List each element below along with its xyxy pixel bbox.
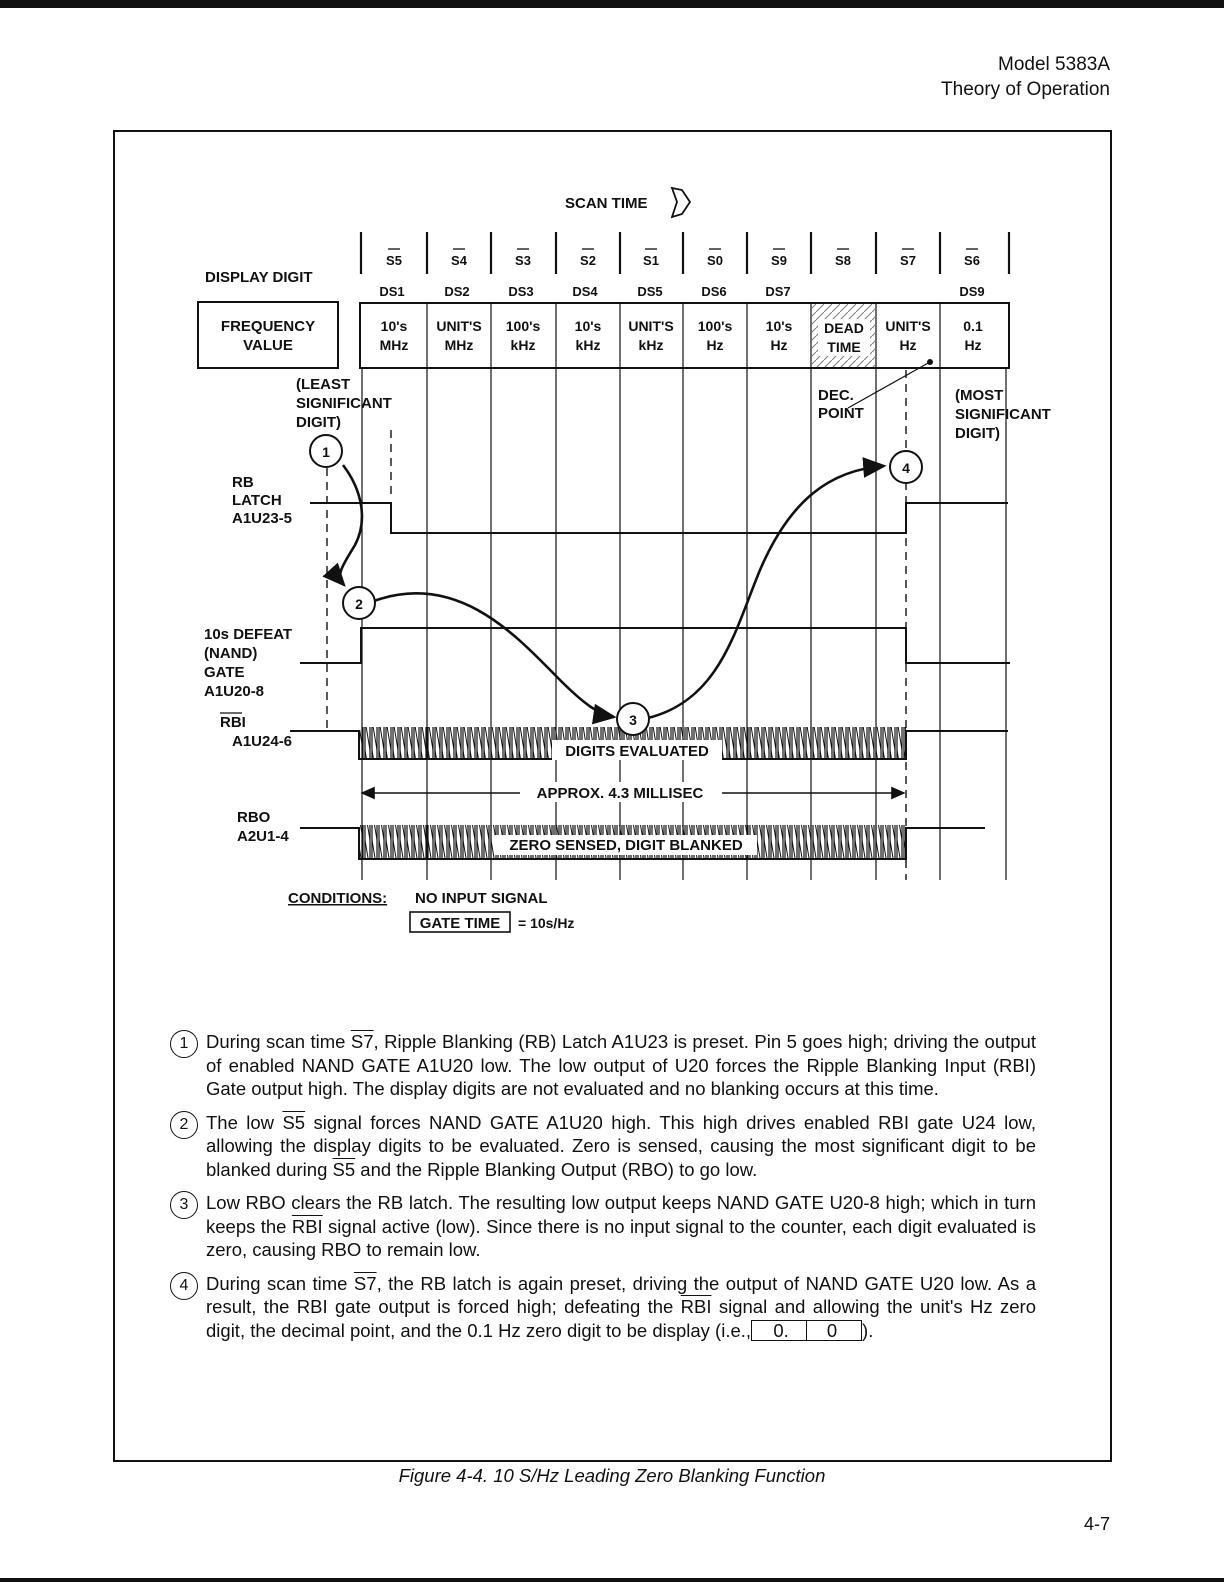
gate-time-label: GATE TIME bbox=[419, 915, 501, 932]
bottom-rule bbox=[0, 1578, 1224, 1582]
val-10s-mhz: 10's bbox=[380, 318, 408, 334]
display-example-unit: 0. bbox=[773, 1319, 789, 1341]
val-100s-khz-unit: kHz bbox=[510, 337, 536, 353]
note-2-part-b: signal forces NAND GATE A1U20 high. This high drives enabled RBI gate U24 low, allowing the display digits to be evaluated. Zero is sensed, causing the most significant digit to be blanked during bbox=[206, 1111, 1036, 1180]
strobe-s1: S1 bbox=[643, 253, 659, 268]
frequency-value-box bbox=[198, 302, 338, 368]
ds2: DS2 bbox=[444, 284, 470, 299]
note-3-signal: $\overline{RBI}$ bbox=[291, 1215, 323, 1237]
defeat-label: 10s DEFEAT bbox=[204, 626, 293, 643]
note-4-signal-2: $\overline{RBI}$ bbox=[680, 1296, 712, 1317]
gate-time-value: = 10s/Hz bbox=[518, 915, 575, 931]
a1u23-label: A1U23-5 bbox=[232, 510, 293, 527]
ds9: DS9 bbox=[959, 284, 985, 299]
a1u20-label: A1U20-8 bbox=[204, 683, 265, 700]
rb-label: RB bbox=[232, 474, 254, 491]
note-2 bbox=[170, 1111, 1036, 1182]
rb-latch-waveform bbox=[310, 503, 1008, 533]
ds5: DS5 bbox=[637, 284, 663, 299]
note-4-part-a: During scan time bbox=[206, 1272, 354, 1294]
note-3-text bbox=[206, 1191, 1036, 1262]
marker-3-label: 3 bbox=[629, 712, 637, 728]
least-line1: (LEAST bbox=[296, 376, 351, 393]
note-2-text bbox=[206, 1111, 1036, 1182]
least-line2: SIGNIFICANT bbox=[296, 395, 392, 412]
val-units-khz: UNIT'S bbox=[628, 318, 674, 334]
marker-1-label: 1 bbox=[322, 444, 330, 460]
defeat-waveform bbox=[300, 628, 1010, 663]
figure-caption: Figure 4-4. 10 S/Hz Leading Zero Blanking Function bbox=[398, 1465, 826, 1486]
note-4-part-b: , the RB latch is again preset, driving the output of NAND GATE U20 low. As a result, the RBI gate output is forced high; defeating the bbox=[206, 1272, 1036, 1317]
strobe-s6: S6 bbox=[964, 253, 980, 268]
strobe-s2: S2 bbox=[580, 253, 596, 268]
note-4-text bbox=[206, 1272, 1036, 1343]
note-3 bbox=[170, 1191, 1036, 1262]
val-units-mhz-unit: MHz bbox=[444, 337, 474, 353]
most-line2: SIGNIFICANT bbox=[955, 406, 1051, 423]
display-example-tenth: 0 bbox=[806, 1321, 857, 1340]
step-markers bbox=[310, 435, 922, 735]
dec-line2: POINT bbox=[818, 405, 864, 422]
note-2-signal: S5 bbox=[282, 1111, 306, 1133]
path-1-to-2 bbox=[340, 465, 362, 585]
waveforms bbox=[290, 503, 1010, 859]
val-10s-hz: 10's bbox=[765, 318, 793, 334]
ds6: DS6 bbox=[701, 284, 727, 299]
note-4-part-c: signal and allowing the unit's Hz zero digit, the decimal point, and the 0.1 Hz zero digit to be display (i.e., bbox=[206, 1296, 1036, 1341]
value-label: VALUE bbox=[243, 337, 293, 354]
val-units-hz: UNIT'S bbox=[885, 318, 931, 334]
path-2-to-3 bbox=[374, 593, 614, 717]
val-units-mhz: UNIT'S bbox=[436, 318, 482, 334]
marker-4-label: 4 bbox=[902, 460, 910, 476]
nand-label: (NAND) bbox=[204, 645, 258, 662]
note-2-part-a: The low bbox=[206, 1111, 283, 1133]
ds-labels bbox=[379, 284, 984, 299]
frequency-label: FREQUENCY bbox=[220, 318, 316, 335]
val-units-khz-unit: kHz bbox=[638, 337, 664, 353]
note-2-part-c: and the Ripple Blanking Output (RBO) to go low. bbox=[355, 1158, 758, 1180]
scan-time-label: SCAN TIME bbox=[565, 195, 648, 212]
dec-line1: DEC. bbox=[818, 387, 854, 404]
dashed-guides bbox=[327, 370, 906, 880]
val-tenth-hz-unit: Hz bbox=[964, 337, 982, 353]
approx-label: APPROX. 4.3 MILLISEC bbox=[536, 785, 704, 802]
section-label: Theory of Operation bbox=[941, 79, 1110, 100]
frequency-values bbox=[380, 318, 983, 355]
strobe-s8: S8 bbox=[835, 253, 851, 268]
ds4: DS4 bbox=[572, 284, 598, 299]
val-tenth-hz: 0.1 bbox=[963, 318, 983, 334]
val-units-hz-unit: Hz bbox=[899, 337, 917, 353]
model-label: Model 5383A bbox=[998, 54, 1110, 75]
display-example bbox=[751, 1320, 862, 1341]
note-4-signal: S7 bbox=[353, 1272, 377, 1294]
rbi-label: RBI bbox=[220, 714, 246, 731]
note-1 bbox=[170, 1030, 1036, 1101]
val-100s-hz-unit: Hz bbox=[706, 337, 724, 353]
note-1-text bbox=[206, 1030, 1036, 1101]
ds1: DS1 bbox=[379, 284, 405, 299]
marker-2-label: 2 bbox=[355, 596, 363, 612]
note-2-signal-2: S5 bbox=[332, 1158, 356, 1180]
strobe-s3: S3 bbox=[515, 253, 531, 268]
signal-labels bbox=[204, 474, 292, 845]
note-1-signal: S7 bbox=[350, 1031, 374, 1052]
conditions-label: CONDITIONS: bbox=[288, 890, 388, 907]
val-dead: DEAD bbox=[824, 320, 864, 336]
least-line3: DIGIT) bbox=[296, 414, 341, 431]
note-3-part-a: Low RBO clears the RB latch. The resulting low output keeps NAND GATE U20-8 high; which in turn keeps the bbox=[206, 1192, 1036, 1237]
strobe-s9: S9 bbox=[771, 253, 787, 268]
note-3-part-b: signal active (low). Since there is no input signal to the counter, each digit evaluated is zero, causing RBO to remain low. bbox=[206, 1215, 1036, 1260]
note-3-number: 3 bbox=[170, 1191, 198, 1219]
val-10s-khz: 10's bbox=[574, 318, 602, 334]
note-4-number: 4 bbox=[170, 1272, 198, 1300]
causal-path bbox=[340, 465, 884, 718]
strobe-s7: S7 bbox=[900, 253, 916, 268]
most-line1: (MOST bbox=[955, 387, 1004, 404]
most-line3: DIGIT) bbox=[955, 425, 1000, 442]
a2u1-label: A2U1-4 bbox=[237, 828, 289, 845]
digits-evaluated-label: DIGITS EVALUATED bbox=[565, 743, 709, 760]
val-10s-mhz-unit: MHz bbox=[379, 337, 409, 353]
latch-label: LATCH bbox=[232, 492, 282, 509]
note-1-part-b: , Ripple Blanking (RB) Latch A1U23 is preset. Pin 5 goes high; driving the output of enabled NAND GATE A1U20 low. The low output of U20 forces the Ripple Blanking Input (RBI) Gate output high. The display digits are not evaluated and no blanking occurs at this time. bbox=[206, 1031, 1036, 1099]
note-4-part-d: ). bbox=[862, 1319, 874, 1341]
val-time: TIME bbox=[827, 339, 861, 355]
note-1-part-a: During scan time bbox=[206, 1031, 351, 1052]
decimal-point-dot bbox=[927, 359, 933, 365]
strobe-s5: S5 bbox=[386, 253, 402, 268]
a1u24-label: A1U24-6 bbox=[232, 733, 293, 750]
significance-annotations bbox=[296, 376, 1051, 442]
rbo-label: RBO bbox=[237, 809, 271, 826]
val-10s-hz-unit: Hz bbox=[770, 337, 788, 353]
no-input-label: NO INPUT SIGNAL bbox=[415, 890, 548, 907]
strobe-s4: S4 bbox=[451, 253, 467, 268]
note-2-number: 2 bbox=[170, 1111, 198, 1139]
ds3: DS3 bbox=[508, 284, 534, 299]
gate-label: GATE bbox=[204, 664, 245, 681]
scan-direction-icon bbox=[672, 188, 690, 217]
strobe-s0: S0 bbox=[707, 253, 723, 268]
display-digit-label: DISPLAY DIGIT bbox=[205, 269, 313, 286]
note-1-number: 1 bbox=[170, 1030, 198, 1058]
value-table bbox=[360, 303, 1009, 368]
val-100s-hz: 100's bbox=[697, 318, 733, 334]
val-10s-khz-unit: kHz bbox=[575, 337, 601, 353]
notes-section bbox=[170, 1030, 1036, 1352]
note-4 bbox=[170, 1272, 1036, 1343]
zero-sensed-label: ZERO SENSED, DIGIT BLANKED bbox=[509, 837, 743, 854]
val-100s-khz: 100's bbox=[505, 318, 541, 334]
ds7: DS7 bbox=[765, 284, 791, 299]
page-number: 4-7 bbox=[1083, 1514, 1110, 1534]
